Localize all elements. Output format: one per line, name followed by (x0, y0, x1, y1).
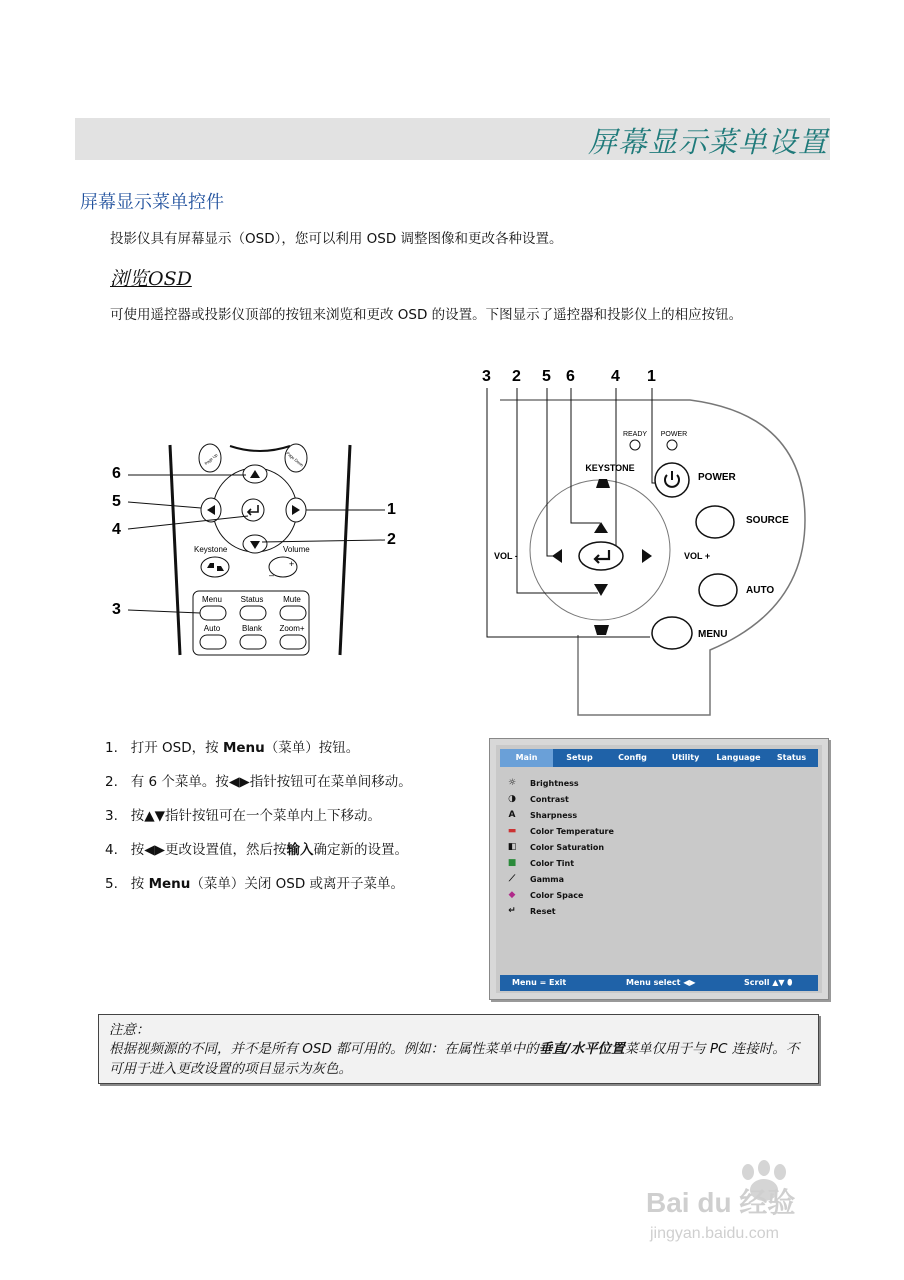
subsection-title: 浏览OSD (110, 268, 192, 290)
menu-panel-label: MENU (698, 629, 728, 640)
remote-auto-button[interactable] (200, 635, 226, 649)
remote-callout-6: 6 (112, 465, 121, 482)
remote-blank-button[interactable] (240, 635, 266, 649)
keystone-down-icon (594, 625, 609, 635)
remote-callout-4: 4 (112, 521, 121, 538)
step-item: 3. 按▲▼指针按钮可在一个菜单内上下移动。 (105, 808, 382, 824)
ready-label: READY (622, 431, 648, 438)
tab-main[interactable]: Main (500, 749, 553, 767)
note-body: 根据视频源的不同，并不是所有 OSD 都可用的。例如：在属性菜单中的垂直/水平位置菜单仅用于与 PC 连接时。不可用于进入更改设置的项目显示为灰色。 (109, 1041, 800, 1077)
keystone-panel-label: KEYSTONE (585, 463, 635, 473)
brightness-icon: ☼ (507, 778, 517, 788)
panel-right-icon (642, 549, 652, 563)
header-banner (75, 118, 830, 160)
step-item: 1. 打开 OSD，按 Menu（菜单）按钮。 (105, 740, 360, 756)
watermark-url: jingyan.baidu.com (650, 1225, 779, 1242)
sharpness-icon: A (508, 810, 516, 820)
svg-text:–: – (269, 570, 275, 580)
contrast-icon: ◑ (508, 794, 516, 804)
remote-status-button[interactable] (240, 606, 266, 620)
step-item: 2. 有 6 个菜单。按◀▶指针按钮可在菜单间移动。 (105, 774, 412, 790)
page-down-label: Page Down (285, 450, 305, 468)
osd-item-color-space[interactable]: ◆ Color Space (506, 887, 614, 903)
reset-icon: ↵ (508, 906, 516, 916)
projector-diagram (470, 360, 830, 720)
remote-enter-button[interactable] (242, 499, 264, 521)
callout-6: 6 (566, 368, 575, 385)
blank-label: Blank (241, 624, 263, 633)
remote-diagram (100, 430, 420, 660)
power-led-label: POWER (660, 431, 688, 438)
remote-callout-2: 2 (387, 531, 396, 548)
color-temperature-icon: ▬ (507, 826, 517, 836)
note-title: 注意： (109, 1022, 150, 1038)
panel-down-icon (594, 584, 608, 596)
osd-menu-list (506, 775, 614, 919)
osd-item-brightness[interactable]: ☼ Brightness (507, 778, 579, 788)
ready-led (630, 440, 640, 450)
auto-label: Auto (203, 624, 221, 633)
keystone-label: Keystone (194, 545, 228, 554)
baidu-watermark (640, 1150, 840, 1250)
watermark-brand: Bai du 经验 (646, 1187, 796, 1218)
source-label: SOURCE (746, 515, 789, 526)
power-button-label: POWER (698, 472, 736, 483)
osd-tab-bar (500, 749, 818, 767)
callout-3: 3 (482, 368, 491, 385)
callout-5: 5 (542, 368, 551, 385)
panel-up-icon (594, 522, 608, 533)
mute-label: Mute (283, 595, 301, 604)
svg-text:+: + (289, 559, 295, 569)
remote-callout-3: 3 (112, 601, 121, 618)
remote-menu-button[interactable] (200, 606, 226, 620)
remote-callout-1: 1 (387, 501, 396, 518)
callout-1: 1 (647, 368, 656, 385)
vol-plus-label: VOL + (684, 551, 711, 561)
remote-callout-5: 5 (112, 493, 121, 510)
browse-paragraph: 可使用遥控器或投影仪顶部的按钮来浏览和更改 OSD 的设置。下图显示了遥控器和投影仪上的相应按钮。 (110, 307, 743, 323)
callout-4: 4 (611, 368, 620, 385)
remote-zoom-button[interactable] (280, 635, 306, 649)
panel-enter-button[interactable] (579, 542, 623, 570)
remote-mute-button[interactable] (280, 606, 306, 620)
keystone-button[interactable] (201, 557, 229, 577)
osd-footer (500, 975, 818, 991)
zoom-label: Zoom+ (279, 624, 305, 633)
source-button[interactable] (696, 506, 734, 538)
auto-button[interactable] (699, 574, 737, 606)
osd-footer-scroll: Scroll ▲▼ ⬮ (744, 978, 793, 987)
osd-item-contrast[interactable]: ◑ Contrast (506, 791, 614, 807)
osd-item-color-temperature[interactable]: ▬ Color Temperature (507, 826, 614, 836)
power-led (667, 440, 677, 450)
page-title: 屏幕显示菜单设置 (587, 125, 828, 159)
section-title: 屏幕显示菜单控件 (80, 192, 224, 213)
osd-item-color-saturation[interactable]: ◧ Color Saturation (507, 842, 605, 852)
menu-label: Menu (201, 595, 223, 604)
gamma-icon: ⟋ (508, 874, 516, 884)
note-box (98, 1014, 819, 1084)
osd-item-color-tint[interactable]: ■ Color Tint (507, 858, 575, 868)
menu-button[interactable] (652, 617, 692, 649)
tab-setup[interactable]: Setup (566, 753, 593, 762)
tab-config[interactable]: Config (618, 753, 647, 762)
panel-left-icon (552, 549, 562, 563)
osd-screenshot (489, 738, 829, 1000)
volume-label: Volume (283, 545, 310, 554)
color-space-icon: ◆ (508, 890, 516, 900)
step-item: 5. 按 Menu（菜单）关闭 OSD 或离开子菜单。 (105, 876, 405, 892)
step-item: 4. 按◀▶更改设置值，然后按输入确定新的设置。 (105, 842, 409, 858)
status-label: Status (240, 595, 264, 604)
callout-2: 2 (512, 368, 521, 385)
page-up-label: Page Up (203, 452, 219, 467)
tab-utility[interactable]: Utility (671, 753, 700, 762)
tab-language[interactable]: Language (716, 753, 761, 762)
color-tint-icon: ■ (507, 858, 517, 868)
intro-paragraph: 投影仪具有屏幕显示（OSD），您可以利用 OSD 调整图像和更改各种设置。 (110, 231, 563, 247)
color-saturation-icon: ◧ (507, 842, 517, 852)
vol-minus-label: VOL - (494, 551, 518, 561)
tab-status[interactable]: Status (776, 753, 807, 762)
osd-footer-exit: Menu = Exit (512, 978, 567, 987)
steps-list (105, 736, 485, 906)
osd-footer-select: Menu select ◀▶ (626, 978, 696, 987)
osd-item-reset[interactable]: ↵ Reset (506, 903, 614, 919)
osd-item-gamma[interactable]: ⟋ Gamma (506, 871, 614, 887)
auto-panel-label: AUTO (746, 585, 775, 596)
osd-item-sharpness[interactable]: A Sharpness (506, 807, 614, 823)
